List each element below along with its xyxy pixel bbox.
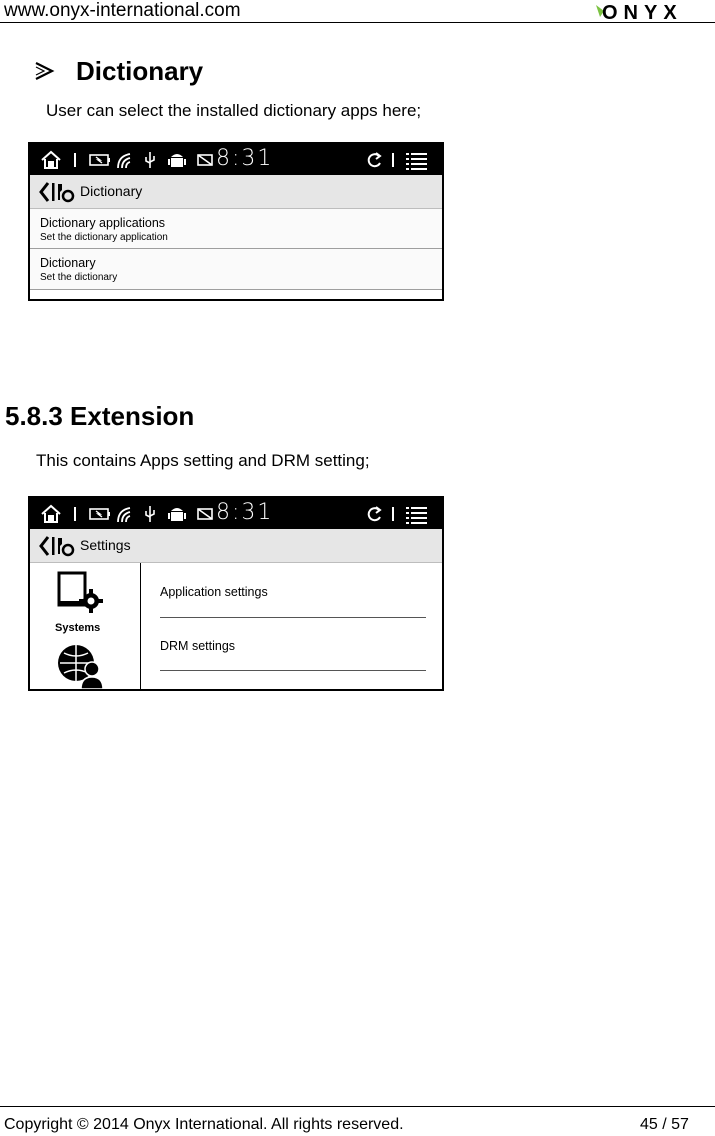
row-subtitle: Set the dictionary application xyxy=(40,232,168,243)
settings-row[interactable] xyxy=(30,209,442,249)
status-right-icons xyxy=(364,502,434,526)
screen-title: Settings xyxy=(80,537,131,553)
extension-description: This contains Apps setting and DRM setting; xyxy=(36,451,370,470)
dictionary-description: User can select the installed dictionary apps here; xyxy=(46,101,422,120)
application-settings-item[interactable]: Application settings xyxy=(160,585,268,599)
usb-icon xyxy=(146,506,154,522)
status-clock: 8:31 xyxy=(216,500,274,525)
separator-icon xyxy=(392,507,394,521)
separator-icon xyxy=(74,507,76,521)
header-rule xyxy=(0,22,715,23)
status-bar xyxy=(30,498,442,529)
section-heading-extension: 5.8.3 Extension xyxy=(5,401,195,431)
screen-icon xyxy=(198,509,212,519)
globe-user-icon[interactable] xyxy=(54,641,106,689)
android-icon xyxy=(168,154,186,167)
back-settings-icon[interactable] xyxy=(38,180,76,204)
back-settings-icon[interactable] xyxy=(38,534,76,558)
home-icon xyxy=(42,506,60,522)
menu-list-icon xyxy=(406,507,427,524)
status-bar xyxy=(30,144,442,175)
systems-label: Systems xyxy=(55,622,101,634)
separator-icon xyxy=(74,153,76,167)
dictionary-screenshot xyxy=(28,142,444,301)
wifi-icon xyxy=(118,508,130,522)
footer-copyright: Copyright © 2014 Onyx International. All rights reserved. xyxy=(4,1116,404,1133)
arrow-bullet-icon xyxy=(33,60,55,82)
screen-icon xyxy=(198,155,212,165)
header-url: www.onyx-international.com xyxy=(4,0,241,21)
category-panel xyxy=(30,563,141,689)
section-heading-dictionary: Dictionary xyxy=(76,56,204,86)
system-settings-icon[interactable] xyxy=(56,569,106,619)
footer-rule xyxy=(0,1106,715,1107)
title-bar xyxy=(30,175,442,209)
wifi-icon xyxy=(118,154,130,168)
status-clock: 8:31 xyxy=(216,146,274,171)
refresh-icon xyxy=(369,507,380,520)
usb-icon xyxy=(146,152,154,168)
separator-icon xyxy=(392,153,394,167)
home-icon xyxy=(42,152,60,168)
divider xyxy=(160,617,426,618)
status-right-icons xyxy=(364,148,434,172)
row-subtitle: Set the dictionary xyxy=(40,272,118,283)
title-bar xyxy=(30,529,442,563)
row-title: Dictionary applications xyxy=(40,216,166,230)
extension-screenshot xyxy=(28,496,444,691)
battery-icon xyxy=(90,509,110,519)
drm-settings-item[interactable]: DRM settings xyxy=(160,639,236,653)
refresh-icon xyxy=(369,153,380,166)
logo-text: ONYX xyxy=(602,2,683,21)
onyx-logo xyxy=(594,1,714,21)
battery-icon xyxy=(90,155,110,165)
screen-title: Dictionary xyxy=(80,183,143,199)
settings-row[interactable] xyxy=(30,249,442,290)
row-title: Dictionary xyxy=(40,256,96,270)
divider xyxy=(160,670,426,671)
android-icon xyxy=(168,508,186,521)
menu-list-icon xyxy=(406,153,427,170)
page-number: 45 / 57 xyxy=(640,1116,689,1133)
